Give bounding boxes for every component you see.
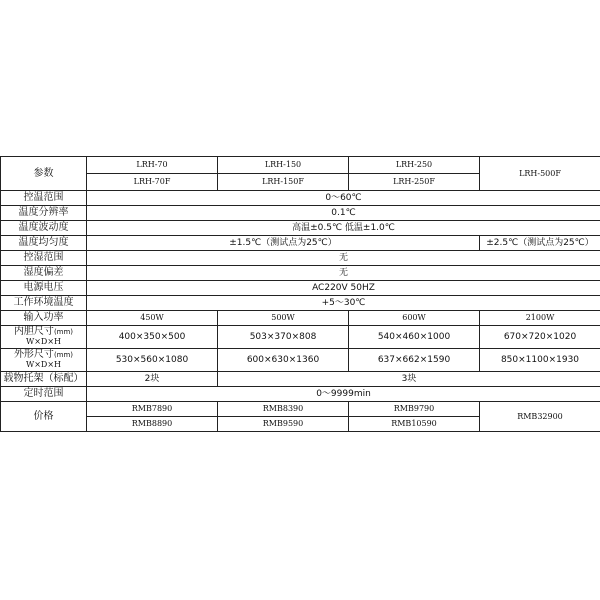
row-label: 控湿范围 [1, 251, 87, 266]
table-row [1, 251, 600, 266]
row-value: 无 [87, 266, 600, 281]
model-cell: LRH-250F [349, 174, 480, 191]
row-value: 850×1100×1930 [480, 349, 600, 372]
model-cell: LRH-150 [218, 157, 349, 174]
row-value: 450W [87, 311, 218, 326]
row-label [1, 326, 87, 349]
table-row [1, 206, 600, 221]
price-cell: RMB10590 [349, 417, 480, 432]
row-label-text: 外形尺寸(mm) [13, 349, 74, 360]
table-row [1, 372, 600, 387]
row-value: 540×460×1000 [349, 326, 480, 349]
table-row [1, 311, 600, 326]
row-value: 400×350×500 [87, 326, 218, 349]
spec-table [0, 156, 600, 432]
table-row [1, 349, 600, 372]
row-value: 2块 [87, 372, 218, 387]
model-cell: LRH-70 [87, 157, 218, 174]
price-cell: RMB8890 [87, 417, 218, 432]
table-row [1, 387, 600, 402]
row-value: 503×370×808 [218, 326, 349, 349]
table-row [1, 157, 600, 174]
row-value: ±2.5℃（测试点为25℃） [480, 236, 600, 251]
row-label: 温度波动度 [1, 221, 87, 236]
row-label: 电源电压 [1, 281, 87, 296]
row-value: 高温±0.5℃ 低温±1.0℃ [87, 221, 600, 236]
row-value: 0.1℃ [87, 206, 600, 221]
row-value: 600×630×1360 [218, 349, 349, 372]
row-label: 价格 [1, 402, 87, 432]
row-value: 530×560×1080 [87, 349, 218, 372]
table-row [1, 191, 600, 206]
row-label: 控温范围 [1, 191, 87, 206]
row-label: 湿度偏差 [1, 266, 87, 281]
price-cell: RMB9790 [349, 402, 480, 417]
row-label-text: 内胆尺寸(mm) [13, 326, 74, 337]
row-value: 670×720×1020 [480, 326, 600, 349]
row-value: 无 [87, 251, 600, 266]
model-cell: LRH-250 [349, 157, 480, 174]
param-header: 参数 [1, 157, 87, 191]
price-cell: RMB9590 [218, 417, 349, 432]
row-label: 定时范围 [1, 387, 87, 402]
row-label: 输入功率 [1, 311, 87, 326]
row-value: +5～30℃ [87, 296, 600, 311]
row-label-dims: W×D×H [25, 360, 62, 369]
row-value: ±1.5℃（测试点为25℃） [87, 236, 480, 251]
table-row [1, 281, 600, 296]
model-cell: LRH-150F [218, 174, 349, 191]
table-row [1, 266, 600, 281]
table-row [1, 402, 600, 417]
row-label [1, 349, 87, 372]
table-row [1, 236, 600, 251]
row-value: 500W [218, 311, 349, 326]
price-cell: RMB32900 [480, 402, 600, 432]
row-label: 载物托架（标配） [1, 372, 87, 387]
row-value: 2100W [480, 311, 600, 326]
row-value: 0～9999min [87, 387, 600, 402]
row-value: 600W [349, 311, 480, 326]
row-label: 工作环境温度 [1, 296, 87, 311]
model-cell: LRH-70F [87, 174, 218, 191]
price-cell: RMB8390 [218, 402, 349, 417]
row-value: 3块 [218, 372, 600, 387]
row-label: 温度均匀度 [1, 236, 87, 251]
row-value: AC220V 50HZ [87, 281, 600, 296]
row-label-dims: W×D×H [25, 337, 62, 346]
row-value: 0～60℃ [87, 191, 600, 206]
table-row [1, 221, 600, 236]
table-row [1, 296, 600, 311]
table-row [1, 326, 600, 349]
price-cell: RMB7890 [87, 402, 218, 417]
row-label: 温度分辨率 [1, 206, 87, 221]
row-value: 637×662×1590 [349, 349, 480, 372]
model-cell: LRH-500F [480, 157, 600, 191]
